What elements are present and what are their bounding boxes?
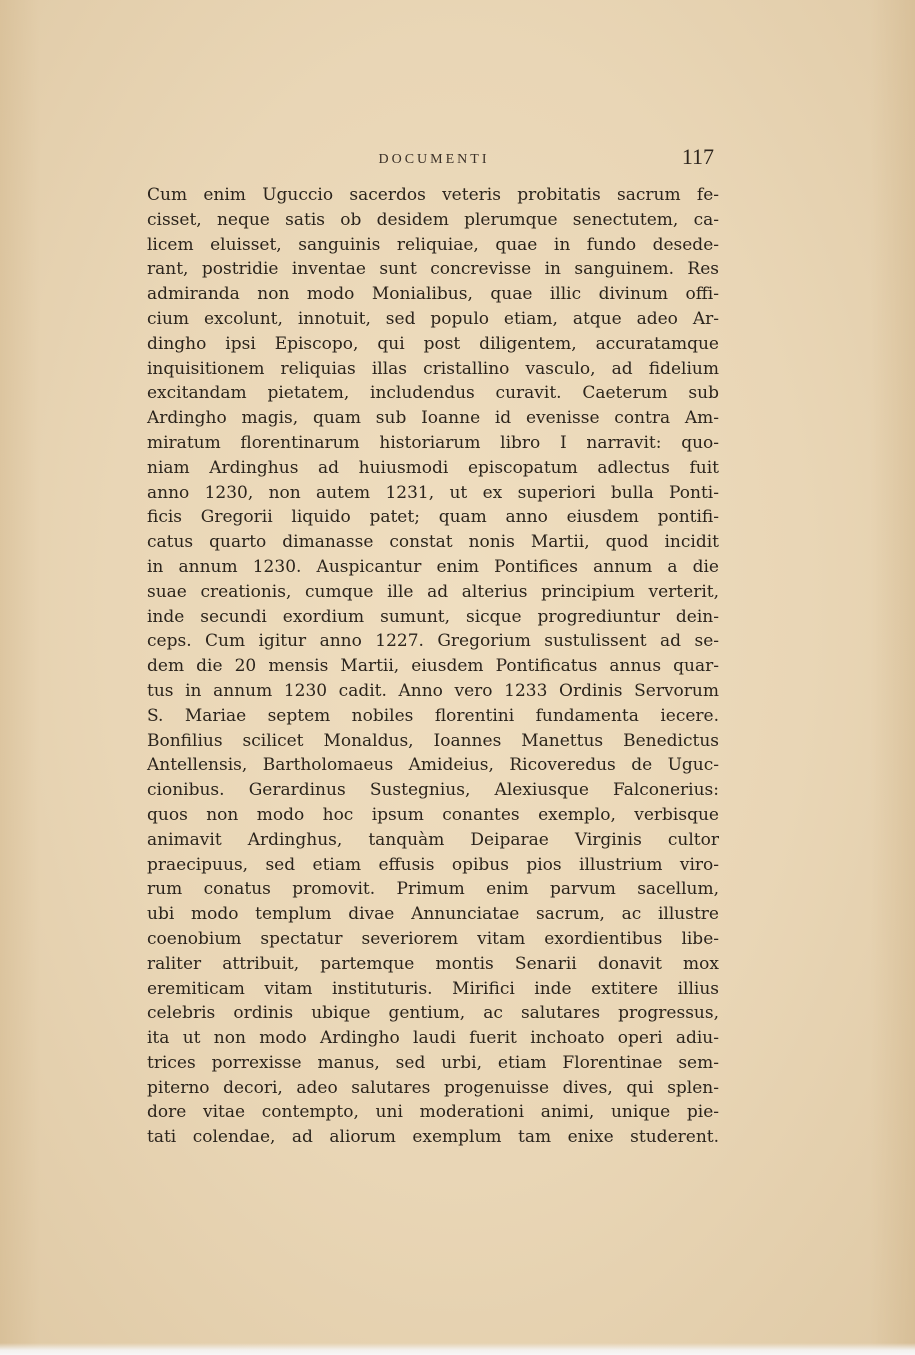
text-line: in annum 1230. Auspicantur enim Pontifices annum a die [147,556,719,577]
text-line: Cum enim Uguccio sacerdos veteris probitatis sacrum fe- [147,185,719,205]
page-number: 117 [681,144,714,169]
text-line: celebris ordinis ubique gentium, ac salutares progressus, [147,1003,719,1024]
text-line: ubi modo templum divae Annunciatae sacrum, ac illustre [147,904,719,925]
text-line: dingho ipsi Episcopo, qui post diligentem, accuratamque [147,333,719,354]
text-line: tus in annum 1230 cadit. Anno vero 1233 Ordinis Servorum [147,680,719,701]
text-line: inde secundi exordium sumunt, sicque progrediuntur dein- [147,606,719,627]
text-line: piterno decori, adeo salutares progenuisse dives, qui splen- [147,1077,719,1098]
text-line: ceps. Cum igitur anno 1227. Gregorium sustulissent ad se- [147,631,719,652]
text-line: suae creationis, cumque ille ad alterius principium verterit, [147,581,719,602]
text-line: miratum florentinarum historiarum libro I narravit: quo- [147,432,719,453]
text-line: catus quarto dimanasse constat nonis Martii, quod incidit [147,532,719,553]
text-line: cium excolunt, innotuit, sed populo etiam, atque adeo Ar- [147,308,719,329]
text-line: Ardingho magis, quam sub Ioanne id evenisse contra Am- [147,408,719,429]
text-line: Bonfilius scilicet Monaldus, Ioannes Manettus Benedictus [147,730,719,751]
text-line: rant, postridie inventae sunt concrevisse in sanguinem. Res [147,259,719,280]
text-line: ficis Gregorii liquido patet; quam anno eiusdem pontifi- [147,507,719,528]
text-line: dore vitae contempto, uni moderationi animi, unique pie- [147,1102,719,1123]
text-line: S. Mariae septem nobiles florentini fundamenta iecere. [147,705,719,726]
text-line: niam Ardinghus ad huiusmodi episcopatum adlectus fuit [147,457,719,478]
text-line: Antellensis, Bartholomaeus Amideius, Ricoveredus de Uguc- [147,755,719,776]
text-line: admiranda non modo Monialibus, quae illic divinum offi- [147,284,719,305]
page-header [150,144,718,174]
text-line: rum conatus promovit. Primum enim parvum sacellum, [147,879,719,900]
text-line: excitandam pietatem, includendus curavit. Caeterum sub [147,383,719,404]
text-line: cisset, neque satis ob desidem plerumque senectutem, ca- [147,209,719,230]
text-line: eremiticam vitam instituturis. Mirifici inde extitere illius [147,978,719,999]
running-title: DOCUMENTI [378,152,490,167]
body-text [147,183,719,1150]
text-line: raliter attribuit, partemque montis Senarii donavit mox [147,953,719,974]
text-line: quos non modo hoc ipsum conantes exemplo, verbisque [147,804,719,825]
text-line: inquisitionem reliquias illas cristallino vasculo, ad fidelium [147,358,719,379]
text-line: animavit Ardinghus, tanquàm Deiparae Virginis cultor [147,829,719,850]
page-bottom-edge [0,1343,915,1355]
text-line: tati colendae, ad aliorum exemplum tam enixe studerent. [147,1127,719,1148]
text-line: licem eluisset, sanguinis reliquiae, quae in fundo desede- [147,234,719,255]
text-line: anno 1230, non autem 1231, ut ex superiori bulla Ponti- [147,482,719,503]
text-line: dem die 20 mensis Martii, eiusdem Pontificatus annus quar- [147,656,719,677]
text-line: trices porrexisse manus, sed urbi, etiam Florentinae sem- [147,1052,719,1073]
text-line: ita ut non modo Ardingho laudi fuerit inchoato operi adiu- [147,1028,719,1049]
text-line: coenobium spectatur severiorem vitam exordientibus libe- [147,928,719,949]
text-line: cionibus. Gerardinus Sustegnius, Alexiusque Falconerius: [147,780,719,801]
text-line: praecipuus, sed etiam effusis opibus pios illustrium viro- [147,854,719,875]
